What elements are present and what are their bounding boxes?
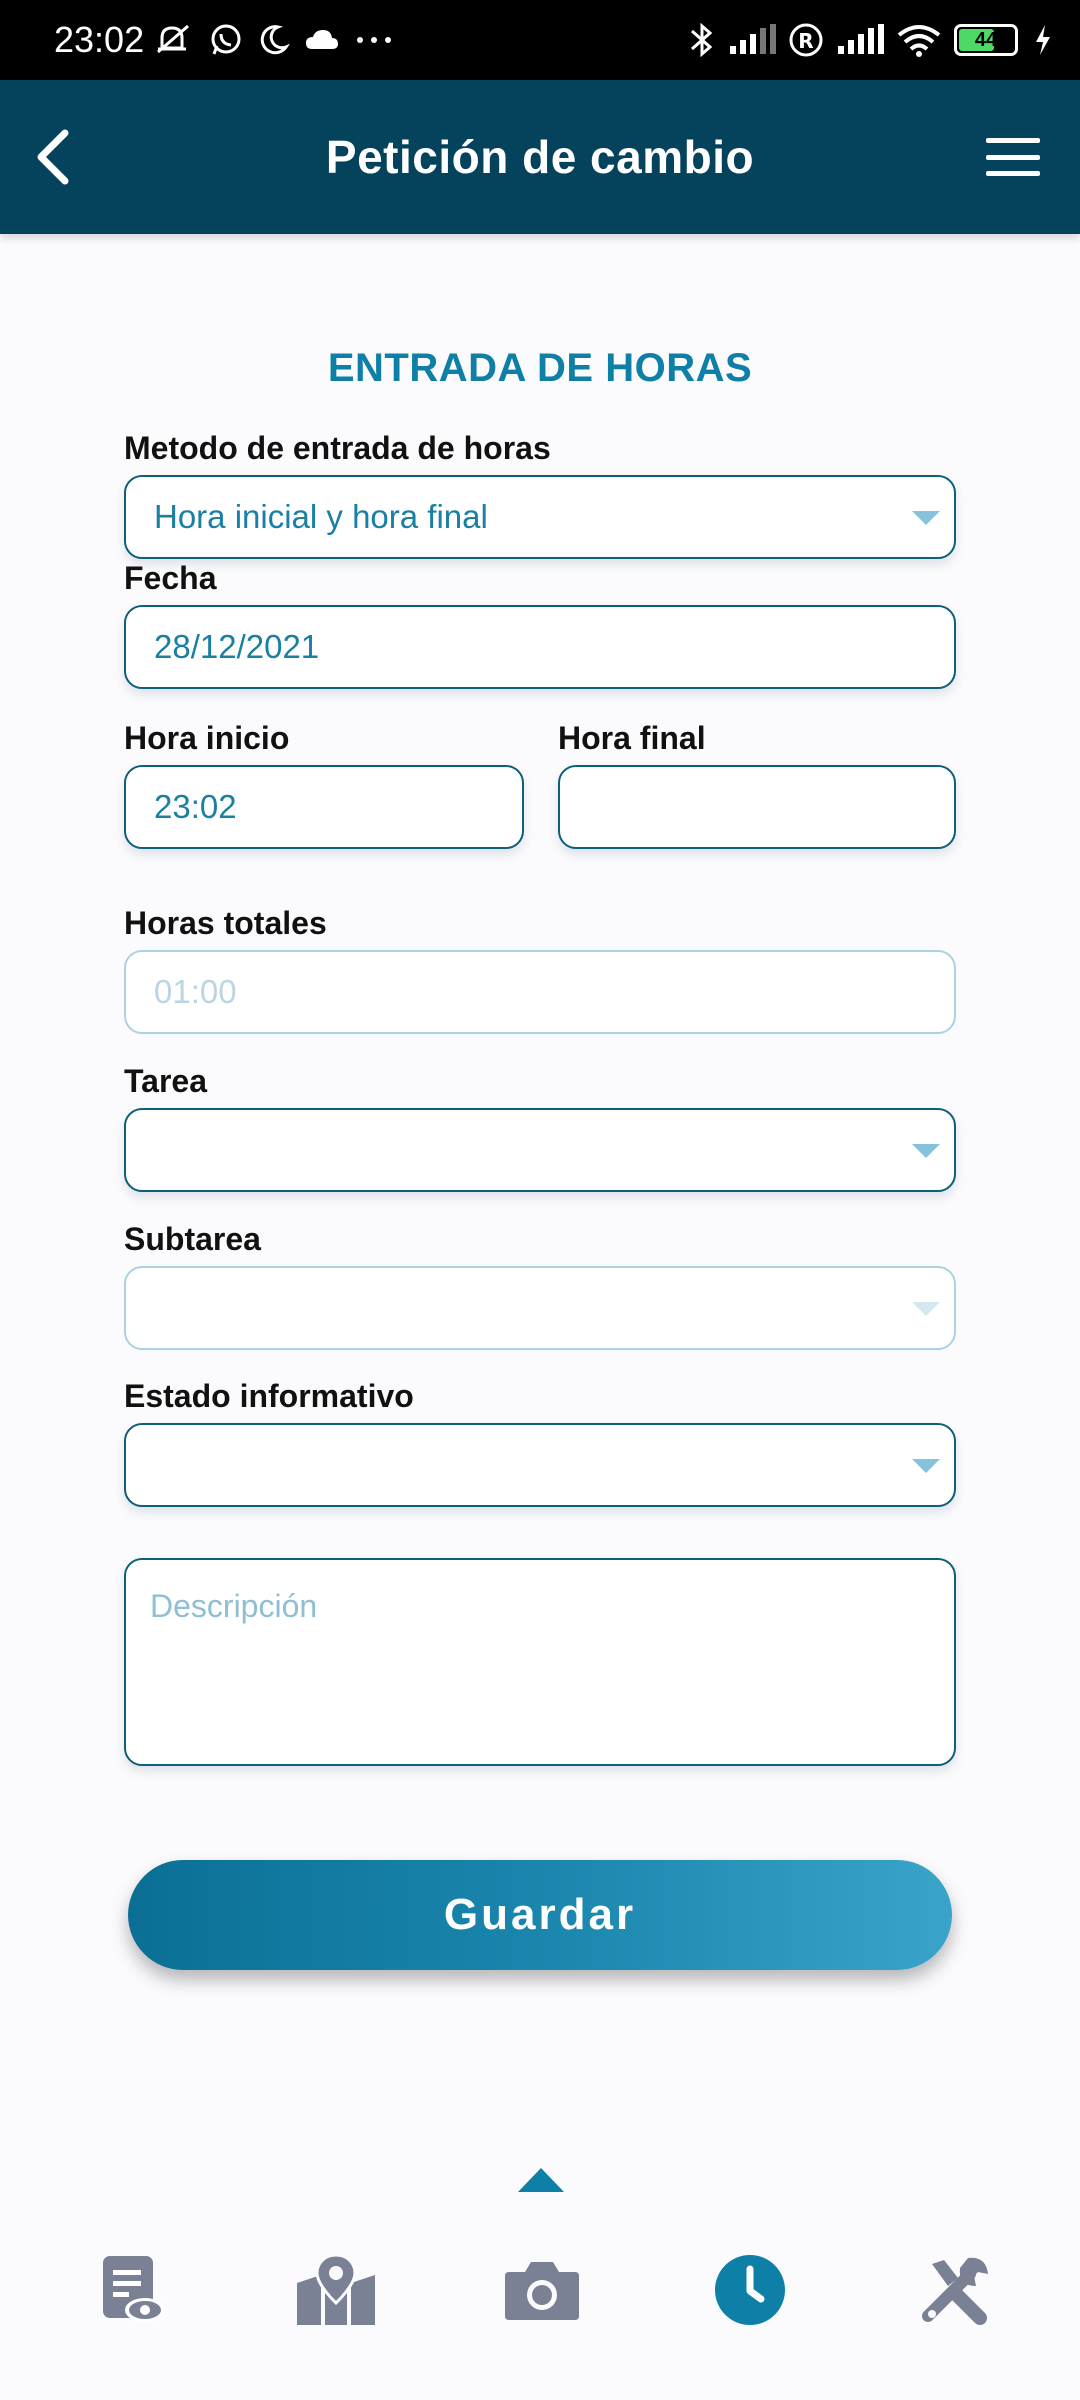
tools-icon [918,2252,994,2328]
camera-icon [503,2258,581,2322]
subtask-label: Subtarea [124,1221,261,1257]
total-hours-value: 01:00 [154,973,237,1010]
method-select[interactable] [124,475,956,559]
more-icon [354,35,394,45]
registered-icon [788,22,824,58]
save-button-label: Guardar [443,1890,637,1939]
total-hours-field [124,950,956,1034]
start-time-value: 23:02 [154,788,237,825]
task-label: Tarea [124,1063,208,1099]
end-time-label: Hora final [558,720,706,756]
dropdown-arrow-icon [912,1144,940,1158]
mute-icon [154,22,194,58]
date-label: Fecha [124,560,217,596]
date-value: 28/12/2021 [154,628,320,665]
description-placeholder: Descripción [150,1588,318,1624]
task-select[interactable] [124,1108,956,1192]
chevron-up-icon [516,2164,566,2194]
date-field[interactable] [124,605,956,689]
bottom-navigation [0,2240,1080,2360]
cloud-icon [304,27,340,53]
expand-nav-button[interactable] [516,2164,566,2194]
nav-map[interactable] [286,2240,386,2340]
map-pin-icon [293,2253,379,2327]
status-select[interactable] [124,1423,956,1507]
end-time-field[interactable] [558,765,956,849]
status-bar [0,0,1080,80]
total-hours-label: Horas totales [124,905,327,941]
status-right-icons [688,21,1052,59]
back-button[interactable] [18,120,88,194]
signal-icon [836,24,884,56]
status-label: Estado informativo [124,1378,414,1414]
dropdown-arrow-icon [912,1459,940,1473]
method-label: Metodo de entrada de horas [124,430,551,466]
section-title: ENTRADA DE HORAS [327,346,753,390]
start-time-label: Hora inicio [124,720,290,756]
nav-clock[interactable] [700,2240,800,2340]
nav-tools[interactable] [906,2240,1006,2340]
subtask-select [124,1266,956,1350]
clock-icon [713,2253,787,2327]
whatsapp-icon [208,22,244,58]
signal-icon [728,24,776,56]
document-eye-icon [97,2252,167,2328]
page-title: Petición de cambio [325,131,755,183]
charging-icon [1034,24,1052,56]
method-value: Hora inicial y hora final [154,498,488,535]
save-button[interactable] [128,1860,952,1970]
wifi-icon [896,23,942,57]
battery-icon [954,24,1018,56]
battery-level: 44 [974,28,998,51]
chevron-left-icon [33,127,73,187]
nav-documents[interactable] [82,2240,182,2340]
bluetooth-icon [688,21,716,59]
start-time-field[interactable] [124,765,524,849]
hamburger-menu-icon[interactable] [986,130,1040,184]
svg-text:R: R [798,29,814,53]
moon-icon [258,23,290,57]
dropdown-arrow-icon [912,511,940,525]
description-textarea[interactable] [124,1558,956,1766]
dropdown-arrow-icon [912,1302,940,1316]
nav-camera[interactable] [492,2240,592,2340]
status-time: 23:02 [54,19,145,60]
status-left-icons [154,22,394,58]
app-bar [0,80,1080,234]
